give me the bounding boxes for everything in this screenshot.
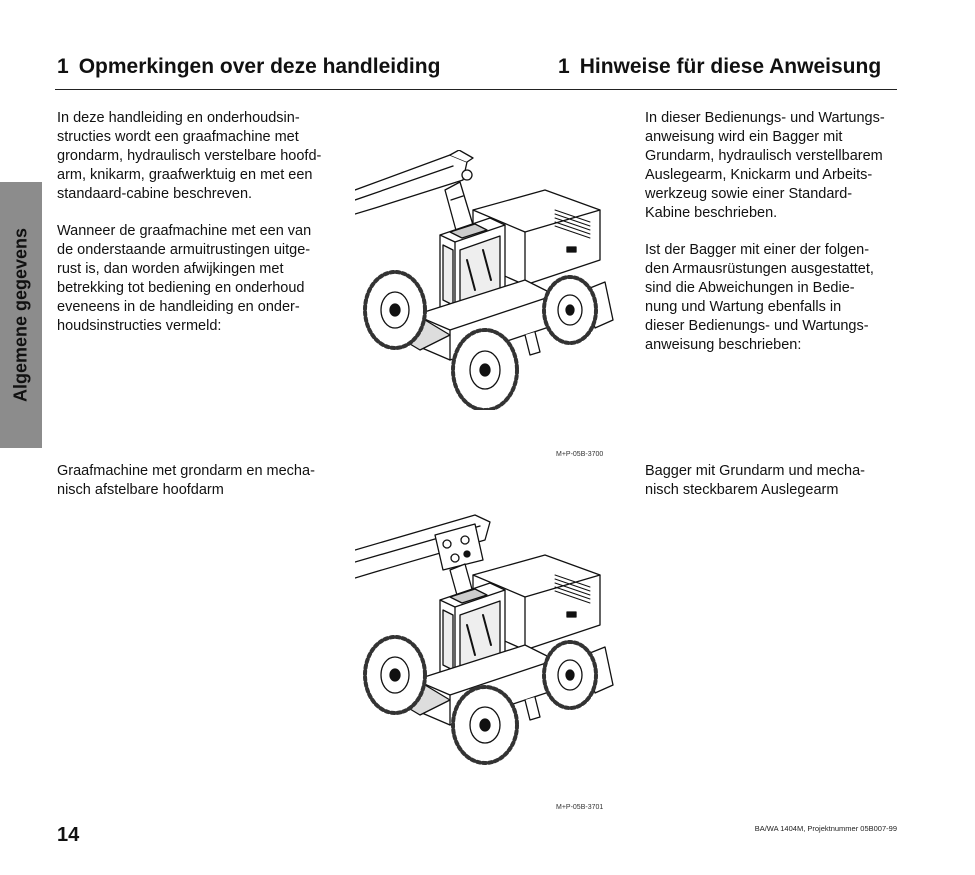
page-number: 14 bbox=[57, 824, 80, 846]
section-title-text: Hinweise für diese Anweisung bbox=[579, 55, 882, 78]
figure-caption-dutch bbox=[57, 462, 315, 500]
text-line: Kabine beschrieben. bbox=[645, 205, 778, 221]
text-line: rust is, dan worden afwijkingen met bbox=[57, 261, 284, 277]
section-number: 1 bbox=[57, 55, 69, 78]
text-line: standaard-cabine beschreven. bbox=[57, 186, 253, 202]
chapter-side-tab bbox=[0, 182, 42, 448]
text-line: anweisung beschrieben: bbox=[645, 337, 802, 353]
text-line: eveneens in de handleiding en onder- bbox=[57, 299, 300, 315]
intro-paragraph-dutch bbox=[57, 109, 321, 204]
text-line: werkzeug sowie einer Standard- bbox=[645, 186, 853, 202]
intro-paragraph-german bbox=[645, 109, 885, 223]
text-line: houdsinstructies vermeld: bbox=[57, 318, 222, 334]
text-line: grondarm, hydraulisch verstelbare hoofd- bbox=[57, 148, 322, 164]
text-line: dieser Bedienungs- und Wartungs- bbox=[645, 318, 869, 334]
text-line: sind die Abweichungen in Bedie- bbox=[645, 280, 855, 296]
figure-reference: M+P-05B-3701 bbox=[556, 804, 604, 811]
text-line: Ist der Bagger mit einer der folgen- bbox=[645, 242, 870, 258]
excavator-illustration bbox=[355, 150, 615, 410]
section-title-dutch bbox=[57, 55, 440, 79]
text-line: betrekking tot bediening en onderhoud bbox=[57, 280, 305, 296]
text-line: Wanneer de graafmachine met een van bbox=[57, 223, 312, 239]
text-line: Bagger mit Grundarm und mecha- bbox=[645, 463, 866, 479]
figure-caption-german bbox=[645, 462, 865, 500]
text-line: In deze handleiding en onderhoudsin- bbox=[57, 110, 300, 126]
header-rule bbox=[55, 89, 897, 90]
figure-reference: M+P-05B-3700 bbox=[556, 451, 604, 458]
document-reference: BA/WA 1404M, Projektnummer 05B007-99 bbox=[754, 824, 897, 833]
text-line: nisch steckbarem Auslegearm bbox=[645, 482, 839, 498]
text-line: nung und Wartung ebenfalls in bbox=[645, 299, 842, 315]
section-number: 1 bbox=[558, 55, 570, 78]
text-line: Graafmachine met grondarm en mecha- bbox=[57, 463, 315, 479]
text-line: structies wordt een graafmachine met bbox=[57, 129, 299, 145]
note-paragraph-german bbox=[645, 241, 874, 355]
text-line: den Armausrüstungen ausgestattet, bbox=[645, 261, 874, 277]
text-line: Grundarm, hydraulisch verstellbarem bbox=[645, 148, 883, 164]
chapter-side-tab-label: Algemene gegevens bbox=[10, 227, 31, 403]
text-line: nisch afstelbare hoofdarm bbox=[57, 482, 224, 498]
section-title-text: Opmerkingen over deze handleiding bbox=[78, 55, 441, 78]
text-line: In dieser Bedienungs- und Wartungs- bbox=[645, 110, 885, 126]
text-line: de onderstaande armuitrustingen uitge- bbox=[57, 242, 311, 258]
excavator-illustration bbox=[355, 510, 615, 770]
note-paragraph-dutch bbox=[57, 222, 311, 336]
section-title-german bbox=[558, 55, 881, 79]
text-line: arm, knikarm, graafwerktuig en met een bbox=[57, 167, 313, 183]
text-line: Auslegearm, Knickarm und Arbeits- bbox=[645, 167, 873, 183]
text-line: anweisung wird ein Bagger mit bbox=[645, 129, 843, 145]
